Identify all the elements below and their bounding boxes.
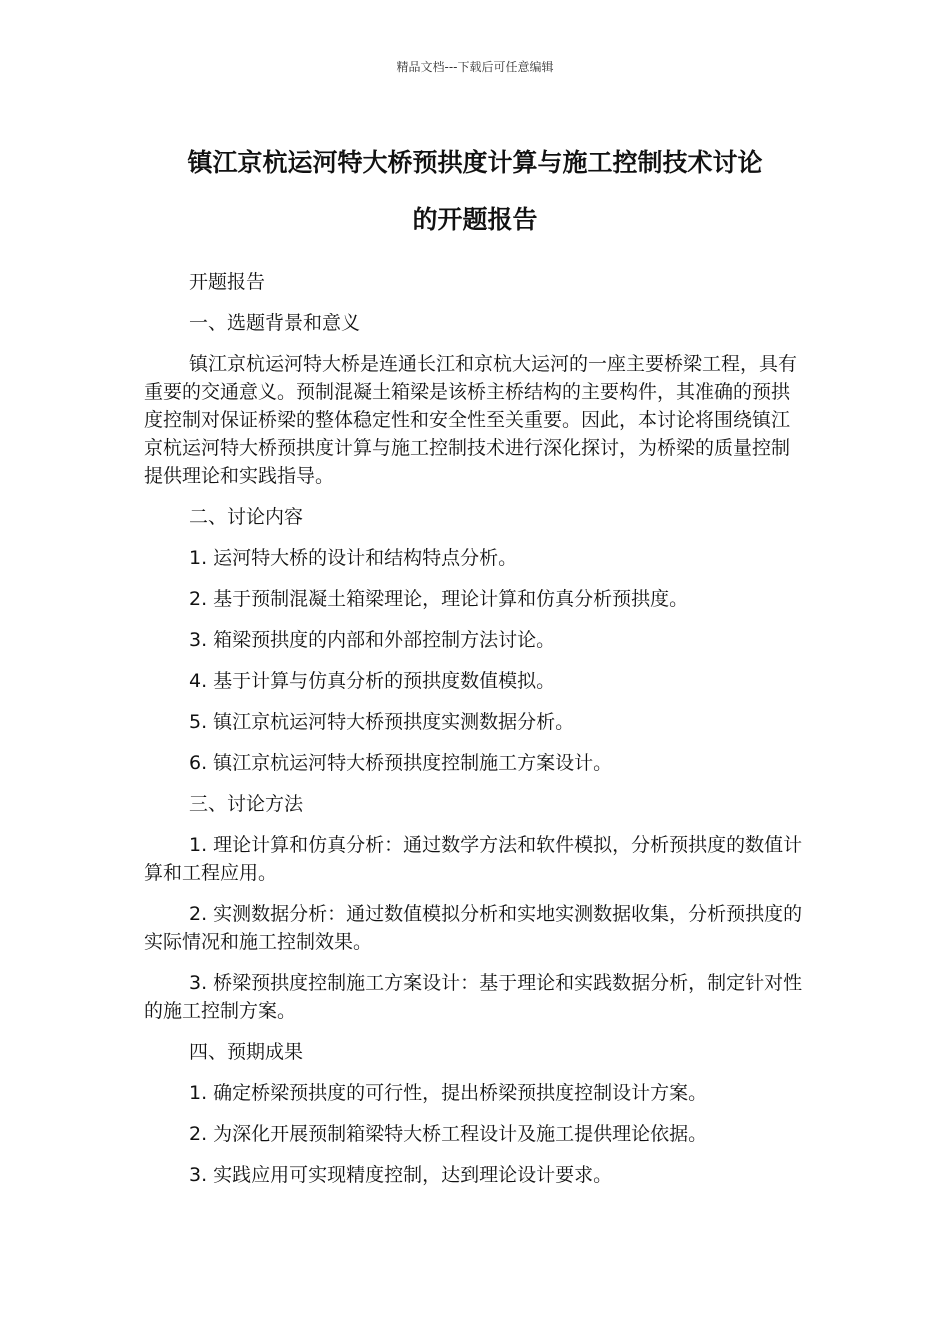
section4-item: 1. 确定桥梁预拱度的可行性，提出桥梁预拱度控制设计方案。 bbox=[189, 1082, 708, 1104]
section2-item: 1. 运河特大桥的设计和结构特点分析。 bbox=[189, 547, 518, 569]
section2-item: 6. 镇江京杭运河特大桥预拱度控制施工方案设计。 bbox=[189, 752, 613, 774]
section2-item: 5. 镇江京杭运河特大桥预拱度实测数据分析。 bbox=[189, 711, 575, 733]
section3-item: 3. 桥梁预拱度控制施工方案设计：基于理论和实践数据分析，制定针对性的施工控制方案。 bbox=[144, 972, 803, 1022]
page-header-note: 精品文档---下载后可任意编辑 bbox=[396, 60, 554, 74]
section2-heading: 二、讨论内容 bbox=[189, 506, 304, 528]
section3-item: 2. 实测数据分析：通过数值模拟分析和实地实测数据收集，分析预拱度的实际情况和施工控制效果。 bbox=[144, 903, 803, 953]
section1-heading: 一、选题背景和意义 bbox=[189, 312, 361, 334]
section4-item: 2. 为深化开展预制箱梁特大桥工程设计及施工提供理论依据。 bbox=[189, 1123, 708, 1145]
section1-paragraph: 镇江京杭运河特大桥是连通长江和京杭大运河的一座主要桥梁工程，具有重要的交通意义。预制混凝土箱梁是该桥主桥结构的主要构件，其准确的预拱度控制对保证桥梁的整体稳定性和安全性至关重要。因此，本讨论将围绕镇江京杭运河特大桥预拱度计算与施工控制技术进行深化探讨，为桥梁的质量控制提供理论和实践指导。 bbox=[144, 353, 798, 487]
document-title-line2: 的开题报告 bbox=[412, 205, 538, 234]
section3-heading: 三、讨论方法 bbox=[189, 793, 304, 815]
section2-item: 3. 箱梁预拱度的内部和外部控制方法讨论。 bbox=[189, 629, 556, 651]
document-title bbox=[130, 134, 820, 248]
section4-heading: 四、预期成果 bbox=[189, 1041, 304, 1063]
section2-item: 4. 基于计算与仿真分析的预拱度数值模拟。 bbox=[189, 670, 556, 692]
document-body bbox=[144, 268, 804, 1189]
section3-item: 1. 理论计算和仿真分析：通过数学方法和软件模拟，分析预拱度的数值计算和工程应用。 bbox=[144, 834, 803, 884]
section4-item: 3. 实践应用可实现精度控制，达到理论设计要求。 bbox=[189, 1164, 613, 1186]
section2-item: 2. 基于预制混凝土箱梁理论，理论计算和仿真分析预拱度。 bbox=[189, 588, 689, 610]
opening-label: 开题报告 bbox=[189, 271, 266, 293]
document-title-line1: 镇江京杭运河特大桥预拱度计算与施工控制技术讨论 bbox=[187, 148, 763, 177]
